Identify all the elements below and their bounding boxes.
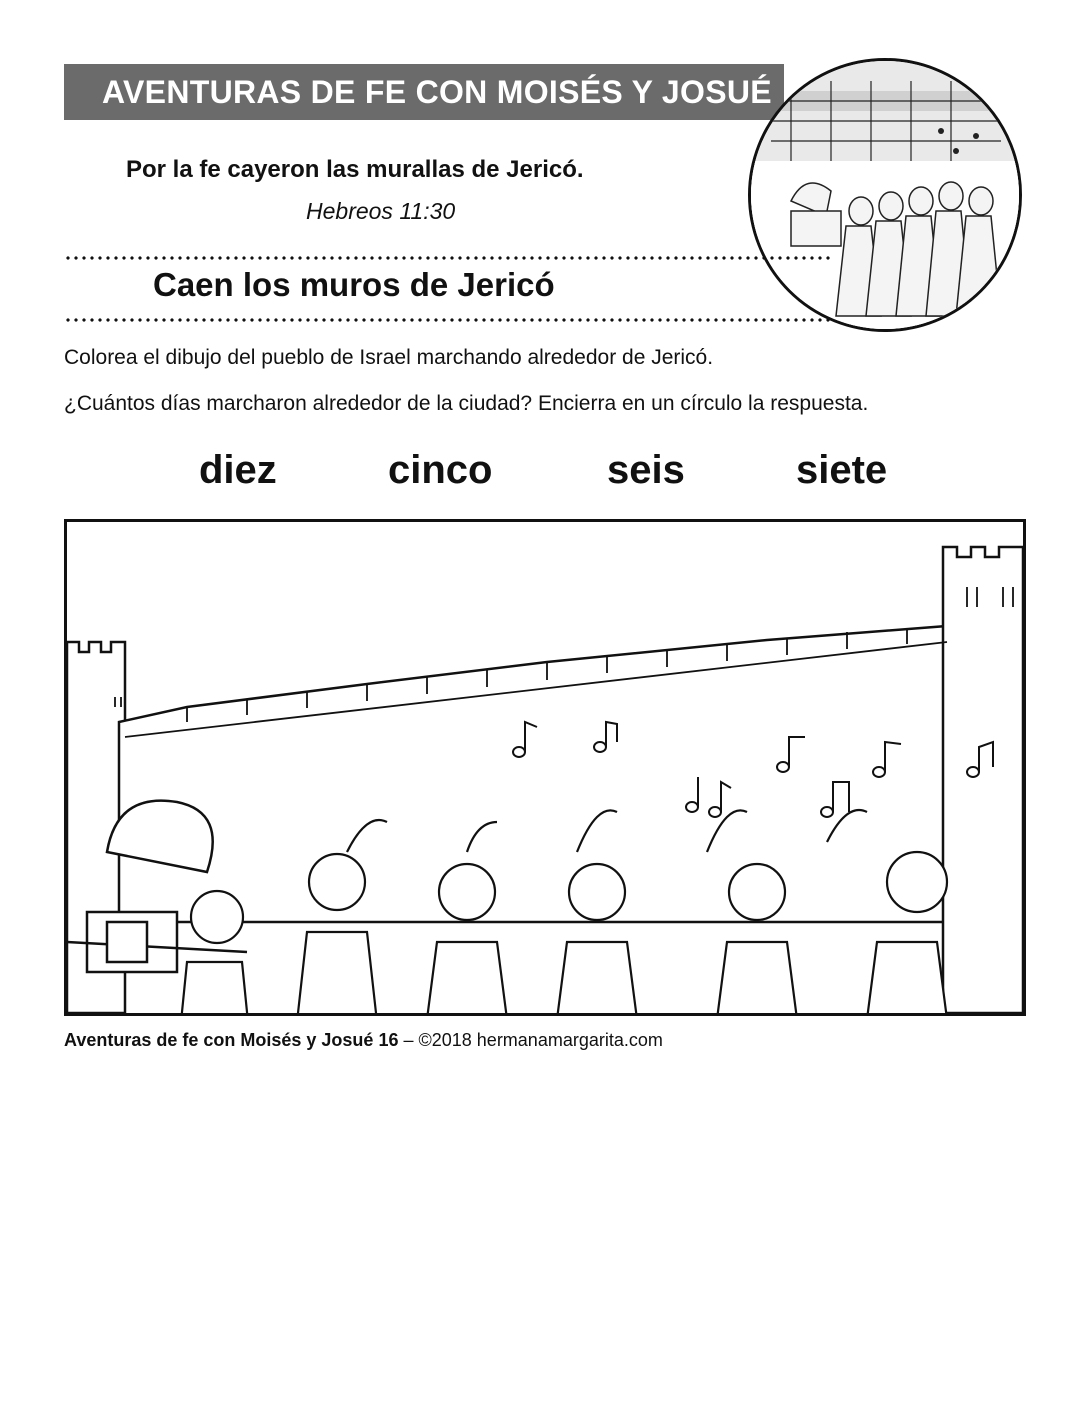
dotted-divider-top [64,256,834,260]
answer-options [0,448,1088,498]
answer-option-diez[interactable]: diez [199,448,277,492]
footer-credit [64,1030,663,1051]
answer-option-siete[interactable]: siete [796,448,888,492]
instruction-coloring: Colorea el dibujo del pueblo de Israel marchando alrededor de Jericó. [64,346,714,369]
dotted-divider-bottom [64,318,834,322]
footer-separator: – [398,1030,419,1050]
coloring-picture [64,519,1026,1016]
footer-book-label: Aventuras de fe con Moisés y Josué 16 [64,1030,399,1050]
lesson-title: Caen los muros de Jericó [153,266,555,303]
banner-title: AVENTURAS DE FE CON MOISÉS Y JOSUÉ [64,64,784,120]
verse-reference: Hebreos 11:30 [306,198,456,224]
instruction-question: ¿Cuántos días marcharon alrededor de la ciudad? Encierra en un círculo la respuesta. [64,392,869,415]
answer-option-seis[interactable]: seis [607,448,685,492]
answer-option-cinco[interactable]: cinco [388,448,493,492]
jericho-march-coloring-icon [67,522,1023,1013]
jericho-march-mini-icon [748,58,1022,332]
footer-copyright: ©2018 hermanamargarita.com [418,1030,663,1050]
bible-verse: Por la fe cayeron las murallas de Jericó. [126,156,584,183]
